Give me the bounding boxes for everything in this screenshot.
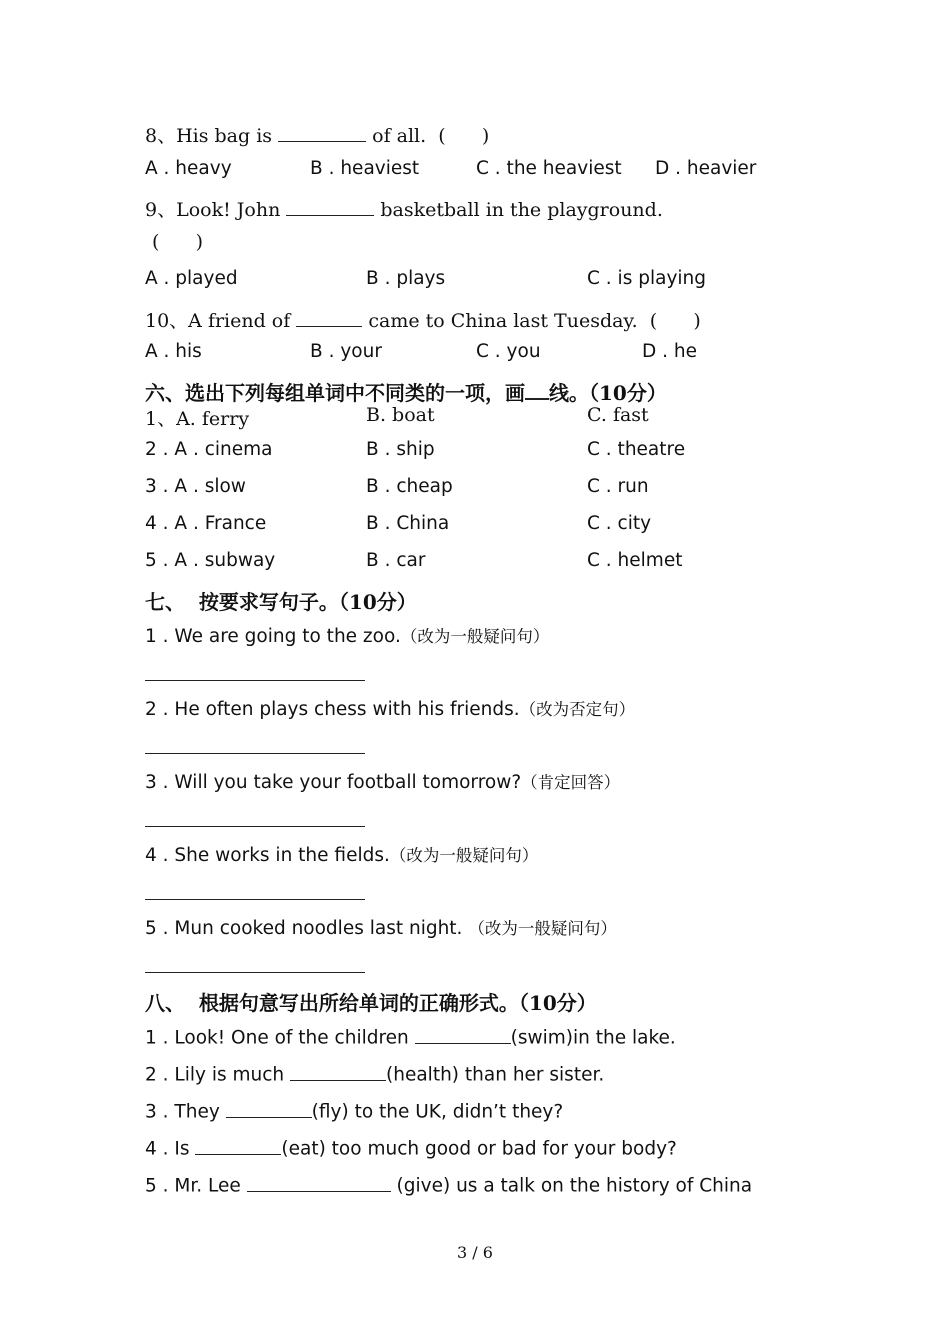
answer-blank[interactable] [296, 307, 362, 327]
question-10: 10、A friend of came to China last Tuesday. ( ) [145, 306, 701, 333]
sec6-row1-a: 1、A. ferry [145, 408, 250, 430]
sec7-item-4: 4 . She works in the fields.（改为一般疑问句） [145, 845, 539, 866]
section-7-title: 七、 按要求写句子。（10分） [145, 590, 417, 614]
q9-option-c: C . is playing [587, 268, 706, 289]
answer-line[interactable] [145, 972, 365, 973]
sec8-item-2: 2 . Lily is much (health) than her sister. [145, 1061, 604, 1086]
answer-blank[interactable] [415, 1024, 511, 1044]
section-8-title: 八、 根据句意写出所给单词的正确形式。（10分） [145, 991, 597, 1015]
q8-option-b: B . heaviest [310, 158, 420, 179]
q10-option-c: C . you [476, 341, 541, 362]
sec7-item-2: 2 . He often plays chess with his friends.（改为否定句） [145, 699, 636, 720]
q8-option-c: C . the heaviest [476, 158, 622, 179]
sec6-row3-a: 3 . A . slow [145, 476, 246, 497]
answer-blank[interactable] [278, 122, 366, 142]
underline-mark [525, 378, 549, 400]
answer-line[interactable] [145, 899, 365, 900]
q10-option-d: D . he [642, 341, 697, 362]
page-number: 3 / 6 [457, 1243, 493, 1262]
q10-option-b: B . your [310, 341, 382, 362]
answer-blank[interactable] [286, 196, 374, 216]
sec6-row3-c: C . run [587, 476, 649, 497]
sec7-item-5: 5 . Mun cooked noodles last night. （改为一般疑问句） [145, 918, 617, 939]
sec8-item-1: 1 . Look! One of the children (swim)in the lake. [145, 1024, 676, 1049]
q9-option-b: B . plays [366, 268, 446, 289]
sec6-row1-c: C. fast [587, 404, 649, 426]
sec6-row2-a: 2 . A . cinema [145, 439, 273, 460]
sec6-row5-a: 5 . A . subway [145, 550, 276, 571]
sec8-item-4: 4 . Is (eat) too much good or bad for your body? [145, 1135, 677, 1160]
sec6-row1-b: B. boat [366, 404, 435, 426]
question-9: 9、Look! John basketball in the playground. [145, 195, 663, 222]
sec6-row5-c: C . helmet [587, 550, 683, 571]
question-8: 8、His bag is of all. ( ) [145, 121, 489, 148]
sec6-row4-c: C . city [587, 513, 652, 534]
sec6-row5-b: B . car [366, 550, 426, 571]
answer-line[interactable] [145, 680, 365, 681]
sec6-row3-b: B . cheap [366, 476, 453, 497]
q9-answer-paren: ( ) [152, 231, 204, 253]
sec6-row4-b: B . China [366, 513, 450, 534]
answer-blank[interactable] [226, 1098, 312, 1118]
q9-option-a: A . played [145, 268, 238, 289]
answer-blank[interactable] [195, 1135, 281, 1155]
q10-option-a: A . his [145, 341, 202, 362]
sec6-row4-a: 4 . A . France [145, 513, 267, 534]
sec8-item-5: 5 . Mr. Lee (give) us a talk on the history of China [145, 1172, 752, 1197]
sec7-item-1: 1 . We are going to the zoo.（改为一般疑问句） [145, 626, 550, 647]
sec6-row2-b: B . ship [366, 439, 435, 460]
answer-blank[interactable] [247, 1172, 391, 1192]
sec8-item-3: 3 . They (fly) to the UK, didn’t they? [145, 1098, 563, 1123]
q8-option-a: A . heavy [145, 158, 232, 179]
answer-line[interactable] [145, 753, 365, 754]
q8-option-d: D . heavier [655, 158, 757, 179]
answer-line[interactable] [145, 826, 365, 827]
sec7-item-3: 3 . Will you take your football tomorrow?（肯定回答） [145, 772, 621, 793]
section-6-title: 六、选出下列每组单词中不同类的一项，画 线。（10分） [145, 377, 667, 406]
answer-blank[interactable] [290, 1061, 386, 1081]
sec6-row2-c: C . theatre [587, 439, 686, 460]
